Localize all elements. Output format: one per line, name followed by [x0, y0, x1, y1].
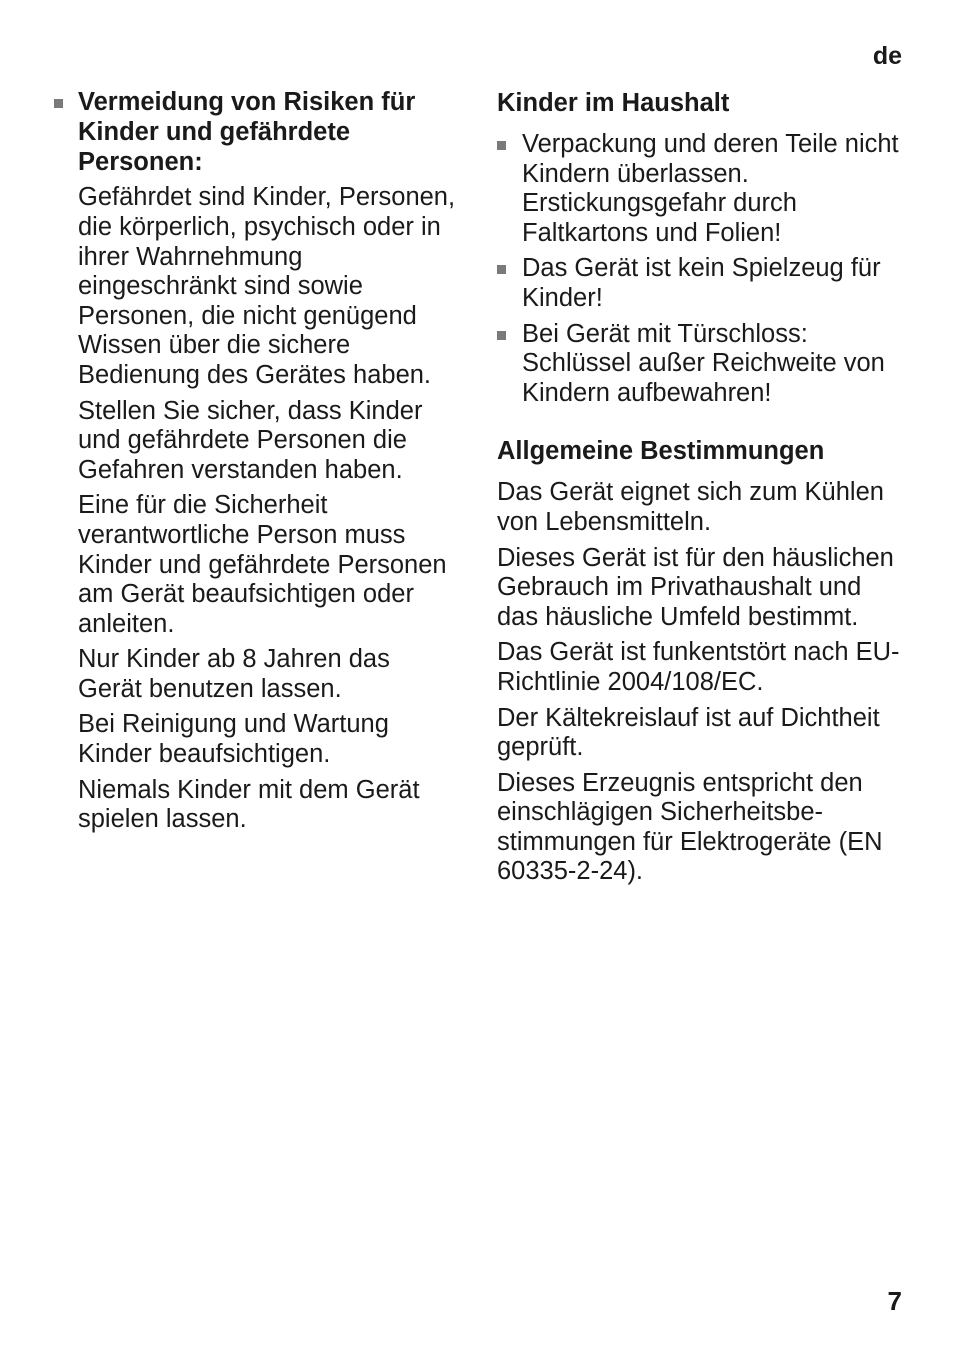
risk-paragraph: Eine für die Sicherheit verantwortliche Person muss Kinder und gefährdete Personen am Gerät beaufsichtigen oder anleiten.	[78, 491, 447, 638]
section-title-allgemeine-bestimmungen: Allgemeine Bestimmungen	[497, 437, 825, 466]
language-code: de	[872, 42, 902, 70]
general-paragraph: Das Gerät ist funkentstört nach EU-Richtlinie 2004/108/EC.	[497, 638, 900, 696]
square-bullet-icon	[54, 99, 63, 108]
left-column	[52, 88, 457, 841]
square-bullet-icon	[497, 265, 506, 274]
list-item-text: Das Gerät ist kein Spielzeug für Kinder!	[522, 254, 881, 312]
risk-paragraph: Bei Reinigung und Wartung Kinder beaufsichtigen.	[78, 710, 389, 769]
risk-paragraph: Niemals Kinder mit dem Gerät spielen lassen.	[78, 775, 420, 834]
page-number: 7	[887, 1286, 902, 1316]
list-item	[497, 130, 907, 248]
list-item	[497, 254, 907, 313]
general-paragraph: Das Gerät eignet sich zum Kühlen von Lebensmitteln.	[497, 478, 884, 536]
general-paragraph: Dieses Erzeugnis entspricht den einschlägigen Sicherheitsbestimmungen für Elektrogeräte (EN 60335-2-24).	[497, 768, 883, 886]
general-paragraph: Dieses Gerät ist für den häuslichen Gebrauch im Privathaushalt und das häusliche Umfeld bestimmt.	[497, 543, 894, 631]
risk-paragraph: Stellen Sie sicher, dass Kinder und gefährdete Personen die Gefahren verstanden haben.	[78, 396, 423, 484]
square-bullet-icon	[497, 141, 506, 150]
risk-paragraph: Gefährdet sind Kinder, Personen, die körperlich, psychisch oder in ihrer Wahrnehmung eingeschränkt sind sowie Personen, die nicht genügend Wissen über die sichere Bedienung des Gerätes haben.	[78, 183, 456, 389]
general-paragraph: Der Kältekreislauf ist auf Dichtheit geprüft.	[497, 703, 880, 762]
section-title-kinder-im-haushalt: Kinder im Haushalt	[497, 89, 730, 117]
risk-heading: Vermeidung von Risiken für Kinder und gefährdete Personen:	[78, 88, 416, 176]
list-item-text: Verpackung und deren Teile nicht Kindern überlassen. Erstickungsgefahr durch Faltkartons und Folien!	[522, 130, 899, 247]
square-bullet-icon	[497, 331, 506, 340]
section-spacer	[497, 414, 907, 436]
risk-paragraph: Nur Kinder ab 8 Jahren das Gerät benutzen lassen.	[78, 645, 390, 703]
list-item	[497, 320, 907, 409]
right-column	[497, 88, 907, 893]
risk-bullet-section	[52, 88, 457, 835]
list-item-text: Bei Gerät mit Türschloss: Schlüssel außer Reichweite von Kindern aufbewahren!	[522, 319, 885, 407]
